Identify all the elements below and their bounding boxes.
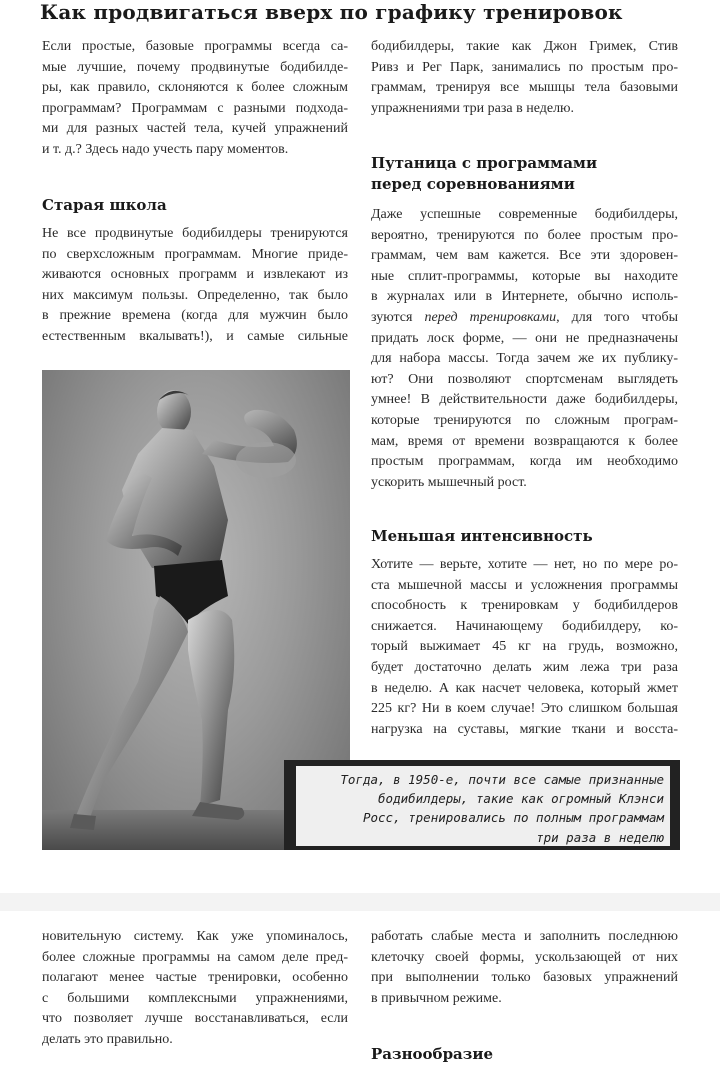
text-line: ускорить мышечный рост.	[371, 474, 527, 490]
text-line: нагрузка на суставы, мягкие ткани и восста-	[371, 721, 678, 737]
text-line: вероятно, тренируются по более простым про-	[371, 227, 678, 243]
caption-line: три раза в неделю	[536, 829, 664, 845]
text-line: Хотите — верьте, хотите — нет, но по мере ро-	[371, 557, 678, 572]
text-line: в привычном режиме.	[371, 990, 502, 1006]
caption-line: Росс, тренировались по полным программам	[362, 810, 664, 826]
text-line-with-italic	[371, 308, 678, 329]
text-line: ры, как правило, склоняются к более сложным	[42, 80, 348, 96]
italic-phrase: перед тренировками	[424, 309, 557, 325]
text-fragment: , для того чтобы	[556, 309, 678, 325]
text-line: в журналах или в Интернете, обычно исполь-	[371, 289, 678, 305]
text-line: умнее! В действительности даже бодибилдеры,	[371, 392, 678, 408]
text-line: ют? Они позволяют спортсменам выглядеть	[371, 371, 678, 387]
text-line: ми для разных частей тела, кучей упражнений	[42, 121, 348, 137]
right-top-paragraph	[371, 37, 678, 119]
text-line: них максимум пользы. Определенно, так было	[42, 287, 348, 303]
text-line: по сверхсложным программам. Многие приде-	[42, 246, 348, 262]
caption-line: бодибилдеры, такие как огромный Клэнси	[378, 791, 664, 807]
intro-paragraph	[42, 37, 348, 161]
text-line: придать лоск форме, — они не предназначены	[371, 330, 678, 346]
text-fragment: зуются	[371, 309, 425, 325]
text-line: при выполнении только базовых упражнений	[371, 970, 678, 986]
text-line: в прежние времена (когда для мужчин было	[42, 308, 348, 324]
old-school-paragraph	[42, 224, 348, 348]
text-line: с большими комплексными упражнениями,	[42, 990, 348, 1006]
next-page-right-paragraph	[371, 927, 678, 1009]
text-line: бодибилдеры, такие как Джон Гримек, Стив	[371, 39, 678, 54]
text-line: граммам, чем вам кажется. Все эти здоровен-	[371, 248, 678, 264]
heading-confusion	[371, 153, 597, 195]
text-line: торый выжимает 45 кг на грудь, возможно,	[371, 639, 678, 655]
text-line: клеточку своей формы, ускользающей от них	[371, 949, 678, 965]
confusion-paragraph	[371, 205, 678, 493]
page-break	[0, 893, 720, 911]
text-line: полагают менее частые тренировки, особенно	[42, 970, 348, 986]
next-page-left-paragraph	[42, 927, 348, 1051]
text-line: простым программам, когда им необходимо	[371, 454, 678, 470]
page-title: Как продвигаться вверх по графику тренировок	[40, 0, 623, 24]
text-line: более сложные программы на самом деле пред-	[42, 949, 348, 965]
text-line: делать это правильно.	[42, 1031, 173, 1047]
text-line: Не все продвинутые бодибилдеры тренируются	[42, 226, 348, 241]
text-line: мые лучшие, почему продвинутые бодибилде-	[42, 59, 348, 75]
text-line: способность к тренировкам у бодибилдеров	[371, 598, 678, 614]
text-line: которые тренируются по сложным програм-	[371, 412, 678, 428]
photo-caption	[300, 770, 664, 847]
text-line: программам? Программам с разными подхода-	[42, 100, 348, 116]
text-line: и т. д.? Здесь надо учесть пару моментов.	[42, 141, 289, 157]
text-line: мам, время от времени возвращаются к более	[371, 433, 678, 449]
intensity-paragraph	[371, 555, 678, 740]
text-line: в неделю. А как насчет человека, который жмет	[371, 680, 678, 696]
text-line: Ривз и Рег Парк, занимались по простым про-	[371, 59, 678, 75]
text-line: ные сплит-программы, которые вы находите	[371, 268, 678, 284]
text-line: ста мышечной массы и усложнения программы	[371, 577, 678, 593]
text-line: упражнениями три раза в неделю.	[371, 100, 575, 116]
heading-line: Путаница с программами	[371, 154, 598, 172]
text-line: снижается. Начинающему бодибилдеру, ко-	[371, 618, 678, 634]
text-line: естественным вкалывать!), и самые сильные	[42, 328, 348, 344]
text-line: будет достаточно делать жим лежа три раза	[371, 659, 678, 675]
heading-intensity: Меньшая интенсивность	[371, 527, 593, 545]
text-line: что позволяет лучше восстанавливаться, если	[42, 1011, 348, 1027]
text-line: работать слабые места и заполнить последнюю	[371, 929, 678, 944]
caption-line: Тогда, в 1950-е, почти все самые признанные	[340, 772, 664, 787]
text-line: новительную систему. Как уже упоминалось,	[42, 929, 348, 944]
text-line: Если простые, базовые программы всегда са-	[42, 39, 348, 54]
heading-old-school: Старая школа	[42, 196, 167, 214]
heading-variety: Разнообразие	[371, 1045, 494, 1063]
heading-line: перед соревнованиями	[371, 175, 575, 193]
text-line: живаются основных программ и извлекают из	[42, 267, 348, 283]
text-line: граммам, тренируя все мышцы тела базовыми	[371, 80, 678, 96]
text-line: для набора массы. Тогда зачем же их публику-	[371, 351, 678, 367]
text-line: Даже успешные современные бодибилдеры,	[371, 207, 678, 222]
text-line: 225 кг? Ни в коем случае! Это слишком большая	[371, 701, 678, 717]
